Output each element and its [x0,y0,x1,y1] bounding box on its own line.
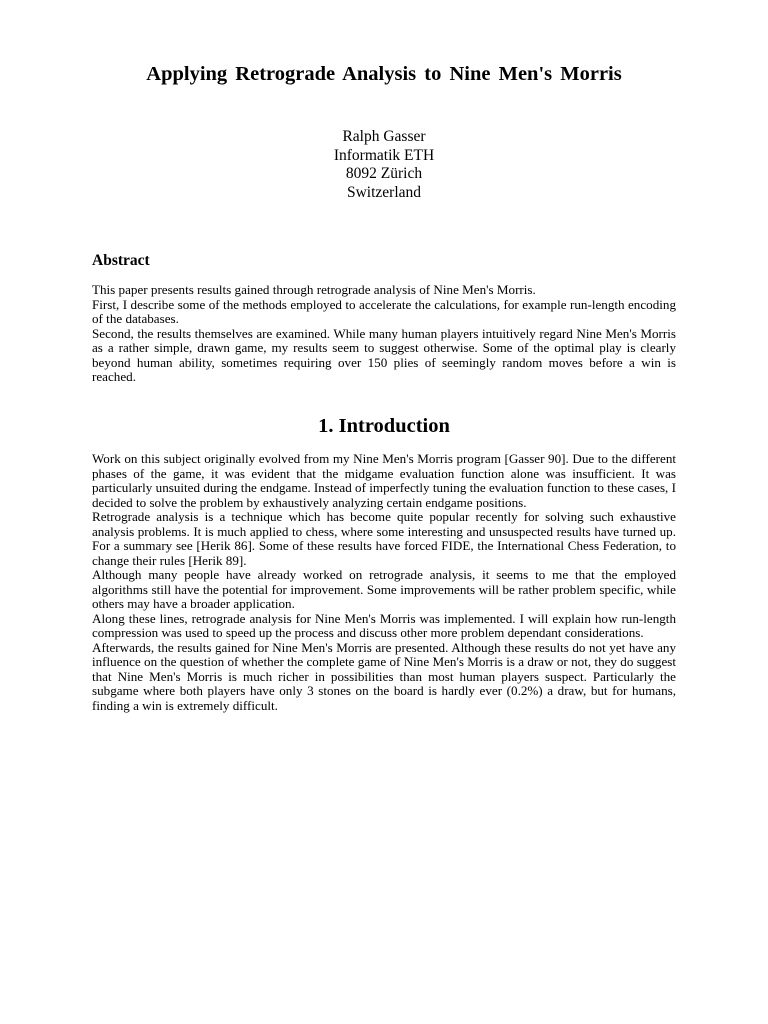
author-block [0,128,768,202]
introduction-paragraph: Retrograde analysis is a technique which has become quite popular recently for solving such exhaustive analysis problems. It is much applied to chess, where some interesting and unsuspected results have turned up. For a summary see [Herik 86]. Some of these results have forced FIDE, the International Chess Federation, to change their rules [Herik 89]. [92,509,676,568]
author-affiliation: Informatik ETH [333,146,435,164]
author-name: Ralph Gasser [342,128,426,145]
abstract-paragraph: Second, the results themselves are examined. While many human players intuitively regard Nine Men's Morris as a rather simple, drawn game, my results seem to suggest otherwise. Some of the optimal play is clearly beyond human ability, sometimes requiring over 150 plies of seemingly random moves before a win is reached. [92,325,676,384]
paper-title: Applying Retrograde Analysis to Nine Men's Morris [146,63,622,85]
section-heading-introduction: 1. Introduction [318,415,450,437]
author-country: Switzerland [346,183,422,201]
abstract-paragraph: First, I describe some of the methods employed to accelerate the calculations, for example run-length encoding of the databases. [92,296,676,326]
introduction-body [92,452,676,713]
abstract-heading: Abstract [92,252,150,269]
introduction-paragraph: Along these lines, retrograde analysis for Nine Men's Morris was implemented. I will explain how run-length compression was used to speed up the process and discuss other more problem dependant considerations. [92,610,676,640]
author-city: 8092 Zürich [345,165,423,182]
abstract-paragraph: This paper presents results gained through retrograde analysis of Nine Men's Morris. [92,282,536,297]
introduction-paragraph: Afterwards, the results gained for Nine Men's Morris are presented. Although these results do not yet have any influence on the question of whether the complete game of Nine Men's Morris is a draw or not, they do suggest that Nine Men's Morris is much richer in possibilities than most human players suspect. Particularly the subgame where both players have only 3 stones on the board is hardly ever (0.2%) a draw, but for humans, finding a win is extremely difficult. [92,639,676,713]
introduction-paragraph: Although many people have already worked on retrograde analysis, it seems to me that the employed algorithms still have the potential for improvement. Some improvements will be rather problem specific, while others may have a broader application. [92,567,676,611]
abstract-body [92,283,676,385]
introduction-paragraph: Work on this subject originally evolved from my Nine Men's Morris program [Gasser 90]. Due to the different phases of the game, it was evident that the midgame evaluation function alone was insufficient. It was particularly unsuited during the endgame. Instead of imperfectly tuning the evaluation function to these cases, I decided to solve the problem by exhaustively analyzing certain endgame positions. [92,451,676,510]
